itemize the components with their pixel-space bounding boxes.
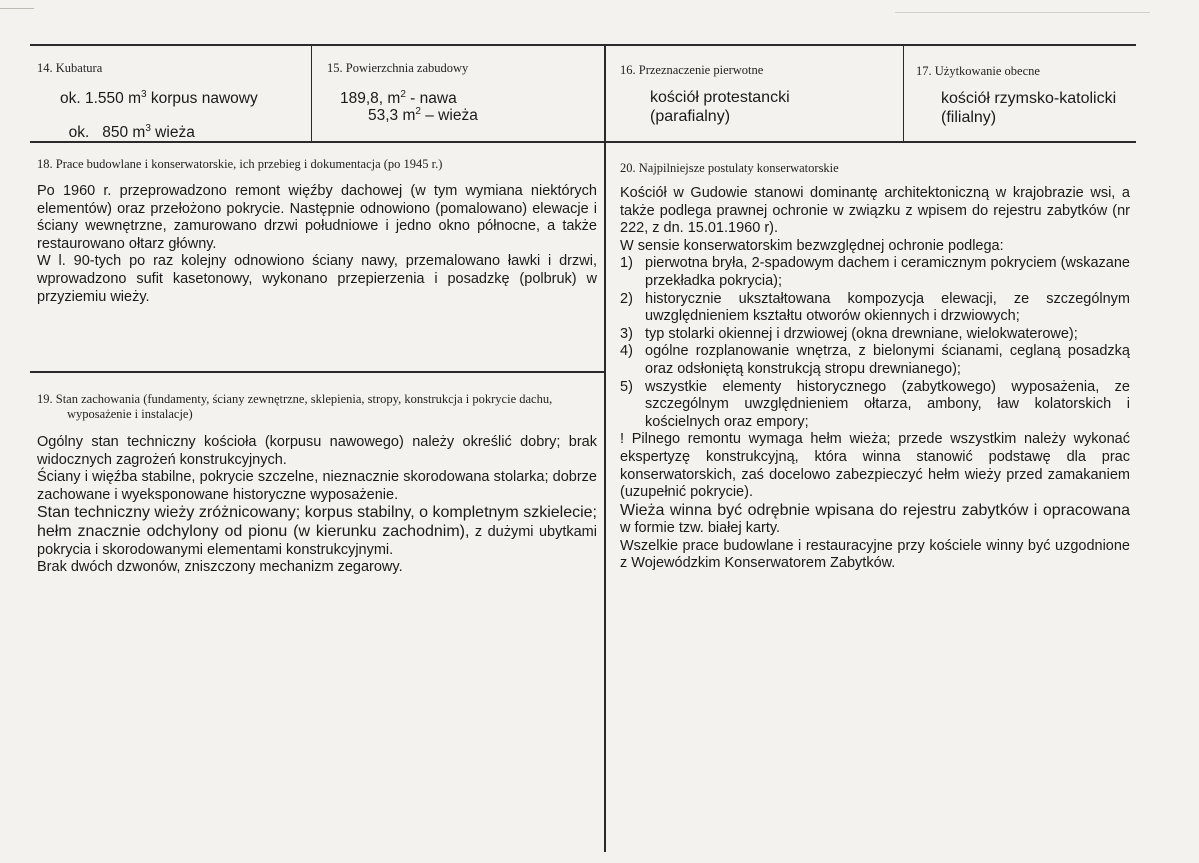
kubatura-value-1-sup: 3 bbox=[141, 89, 147, 100]
powierzchnia-value-1-label: - nawa bbox=[405, 90, 457, 108]
list-item bbox=[620, 326, 1130, 344]
powierzchnia-value-2-label: – wieża bbox=[420, 107, 478, 125]
prace-header: 18. Prace budowlane i konserwatorskie, ich przebieg i dokumentacja (po 1945 r.) bbox=[37, 157, 443, 171]
powierzchnia-value-2-sup: 2 bbox=[415, 106, 421, 117]
list-item bbox=[620, 379, 1130, 432]
postulaty-header: 20. Najpilniejsze postulaty konserwatorskie bbox=[620, 161, 839, 175]
list-item-number: 1) bbox=[620, 255, 633, 272]
list-item-text: historycznie ukształtowana kompozycja elewacji, ze szczególnym uwzględnieniem kształtu otworów okiennych i drzwiowych; bbox=[645, 290, 1130, 325]
stan-body bbox=[37, 434, 597, 577]
table-line-left-section-divider bbox=[30, 371, 605, 373]
przeznaczenie-value-1: kościół protestancki bbox=[650, 89, 790, 106]
list-item-text: typ stolarki okiennej i drzwiowej (okna drewniane, wielokwaterowe); bbox=[645, 325, 1078, 342]
list-item-number: 2) bbox=[620, 290, 633, 307]
powierzchnia-value-1-sup: 2 bbox=[400, 89, 406, 100]
list-item-text: pierwotna bryła, 2-spadowym dachem i ceramicznym pokryciem (wskazane przekładka pokrycia); bbox=[645, 255, 1130, 289]
uzytkowanie-header: 17. Użytkowanie obecne bbox=[916, 64, 1040, 78]
kubatura-value-1-text: ok. 1.550 m bbox=[60, 90, 141, 108]
postulaty-urgent: ! Pilnego remontu wymaga hełm wieża; przede wszystkim należy wykonać ekspertyzę konstrukcyjną, która winna stanowić podstawę dla prac konserwatorskich, zaś docelowo zabezpieczyć hełm wieży przed zamakaniem (uzupełnić pokrycie). bbox=[620, 431, 1130, 501]
table-line-row1-bottom bbox=[30, 141, 1136, 143]
kubatura-value-2 bbox=[60, 103, 195, 141]
kubatura-value-2-sup: 3 bbox=[145, 123, 151, 134]
prace-paragraph-1: Po 1960 r. przeprowadzono remont więźby dachowej (w tym wymiana niektórych elementów) oraz przełożono pokrycie. Następnie odnowiono (pomalowano) elewacje i ściany wewnętrzne, zamurowano drzwi południowe i jedno okno północne, a także restaurowano ołtarz główny. bbox=[37, 183, 597, 252]
postulaty-final: Wszelkie prace budowlane i restauracyjne przy kościele winny być uzgodnione z Wojewódzkim Konserwatorem Zabytków. bbox=[620, 537, 1130, 572]
postulaty-register-emphasis: Wieża winna być odrębnie wpisana do rejestru zabytków i opracowana bbox=[620, 501, 1130, 519]
stan-paragraph-2: Ściany i więźba stabilne, pokrycie szczelne, nieznacznie skorodowana stolarka; dobrze zachowane i wyeksponowane historyczne wyposażenie. bbox=[37, 469, 597, 503]
table-line-center-divider bbox=[604, 44, 606, 852]
stan-header bbox=[37, 392, 597, 422]
powierzchnia-value-2 bbox=[368, 103, 478, 124]
scan-edge-mark-left bbox=[0, 8, 34, 9]
postulaty-list bbox=[620, 255, 1130, 431]
postulaty-intro: Kościół w Gudowie stanowi dominantę architektoniczną w krajobrazie wsi, a także podlega prawnej ochronie w związku z wpisem do rejestru zabytków (nr 222, z dn. 15.01.1960 r). bbox=[620, 185, 1130, 237]
postulaty-body bbox=[620, 185, 1130, 573]
uzytkowanie-value-1: kościół rzymsko-katolicki bbox=[941, 90, 1117, 107]
table-line-col1-divider bbox=[311, 44, 312, 142]
kubatura-value-2-label: wieża bbox=[150, 124, 195, 142]
stan-header-text: 19. Stan zachowania (fundamenty, ściany zewnętrzne, sklepienia, stropy, konstrukcja i pokrycie dachu, wyposażenie i instalacje) bbox=[37, 392, 553, 421]
list-item-text: wszystkie elementy historycznego (zabytkowego) wyposażenia, ze szczególnym uwzględnieniem ołtarza, ambony, ław kolatorskich i kościelnych oraz empory; bbox=[645, 378, 1130, 430]
stan-paragraph-3-emphasis: Stan techniczny wieży zróżnicowany; korpus stabilny, o kompletnym szkielecie; hełm znacznie odchylony od pionu (w kierunku zachodnim), bbox=[37, 504, 597, 540]
list-item-number: 4) bbox=[620, 343, 633, 360]
list-item bbox=[620, 291, 1130, 326]
list-item bbox=[620, 255, 1130, 290]
list-item-number: 3) bbox=[620, 325, 633, 342]
list-item-text: ogólne rozplanowanie wnętrza, z bielonymi ścianami, ceglaną posadzką oraz odsłoniętą konstrukcją stropu drewnianego); bbox=[645, 343, 1130, 377]
kubatura-value-1-label: korpus nawowy bbox=[146, 90, 258, 108]
postulaty-register bbox=[620, 502, 1130, 538]
uzytkowanie-value-2: (filialny) bbox=[941, 109, 997, 126]
prace-body bbox=[37, 183, 597, 306]
powierzchnia-value-1-text: 189,8, m bbox=[340, 90, 401, 108]
kubatura-header: 14. Kubatura bbox=[37, 61, 103, 75]
scan-edge-mark-right bbox=[895, 12, 1150, 13]
stan-paragraph-1: Ogólny stan techniczny kościoła (korpusu nawowego) należy określić dobry; brak widocznych zagrożeń konstrukcyjnych. bbox=[37, 434, 597, 468]
table-line-top bbox=[30, 44, 1136, 46]
stan-paragraph-4: Brak dwóch dzwonów, zniszczony mechanizm zegarowy. bbox=[37, 559, 403, 576]
przeznaczenie-header: 16. Przeznaczenie pierwotne bbox=[620, 63, 764, 77]
przeznaczenie-value-2: (parafialny) bbox=[650, 108, 731, 125]
stan-paragraph-3-rest: z dużymi ubytkami pokrycia i skorodowanymi elementami konstrukcyjnymi. bbox=[37, 523, 597, 558]
powierzchnia-header: 15. Powierzchnia zabudowy bbox=[327, 61, 469, 75]
postulaty-register-rest: w formie tzw. białej karty. bbox=[620, 520, 781, 537]
list-item bbox=[620, 343, 1130, 378]
postulaty-lead: W sensie konserwatorskim bezwzględnej ochronie podlega: bbox=[620, 237, 1004, 254]
kubatura-value-2-text: ok. 850 m bbox=[68, 124, 146, 142]
powierzchnia-value-2-text: 53,3 m bbox=[368, 107, 416, 125]
prace-paragraph-2: W l. 90-tych po raz kolejny odnowiono ściany nawy, przemalowano ławki i drzwi, wprowadzono sufit kasetonowy, wykonano przepierzenia i posadzkę (polbruk) w przyziemiu wieży. bbox=[37, 253, 597, 305]
list-item-number: 5) bbox=[620, 378, 633, 395]
table-line-col4-divider bbox=[903, 44, 904, 142]
stan-paragraph-3 bbox=[37, 504, 597, 559]
